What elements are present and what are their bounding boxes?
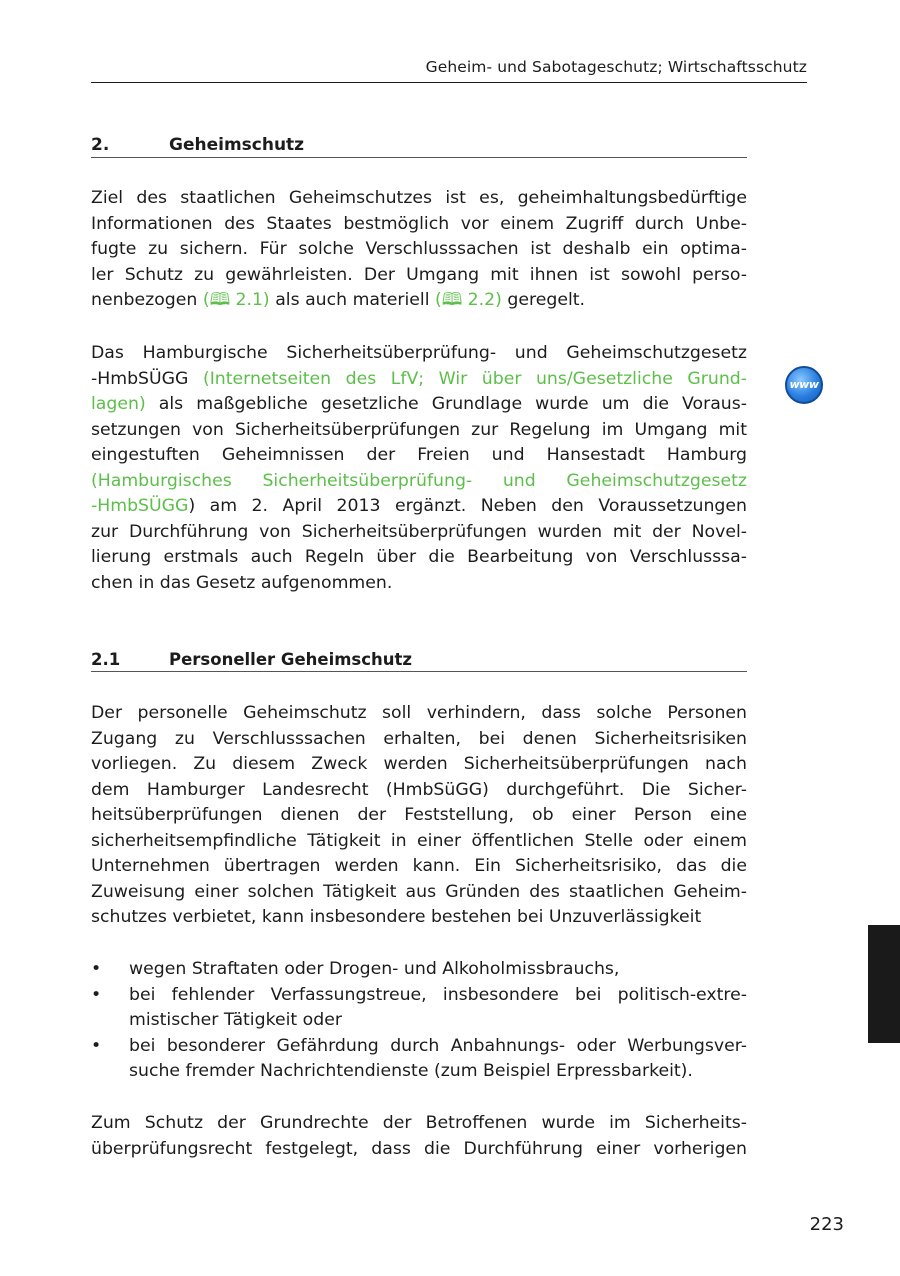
page-number: 223: [809, 1214, 844, 1235]
text-fragment: als auch materiell: [275, 290, 430, 310]
text-line: Zuweisung einer solchen Tätigkeit aus Gründen des staatlichen Geheim-: [91, 881, 747, 902]
text-line: lierung erstmals auch Regeln über die Bearbeitung von Verschlusssa-: [91, 547, 747, 567]
text-line: [91, 494, 747, 520]
text-line: [91, 469, 747, 495]
text-line: Zugang zu Verschlusssachen erhalten, bei denen Sicherheitsrisiken: [91, 728, 747, 749]
text-line: heitsüberprüfungen dienen der Feststellung, ob einer Person eine: [91, 805, 747, 825]
text-line: [91, 288, 747, 314]
cross-reference-link[interactable]: (🕮 2.1): [202, 290, 270, 310]
text-line: fugte zu sichern. Für solche Verschlusssachen ist deshalb ein optima-: [91, 239, 747, 259]
text-line: überprüfungsrecht festgelegt, dass die Durchführung einer vorherigen: [91, 1138, 747, 1159]
chapter-thumb-tab: [868, 925, 900, 1043]
text-line: bei fehlender Verfassungstreue, insbesondere bei politisch-extre-: [129, 984, 747, 1005]
text-line: ler Schutz zu gewährleisten. Der Umgang mit ihnen ist sowohl perso-: [91, 264, 747, 285]
paragraph-grundrechte: [91, 1111, 747, 1162]
text-line: vorliegen. Zu diesem Zweck werden Sicherheitsüberprüfungen nach: [91, 754, 747, 774]
text-fragment: als maßgebliche gesetzliche Grundlage wurde um die Voraus-: [158, 394, 747, 414]
text-line: Ziel des staatlichen Geheimschutzes ist es, geheimhaltungsbedürftige: [91, 188, 747, 208]
text-line: dem Hamburger Landesrecht (HmbSüGG) durchgeführt. Die Sicher-: [91, 779, 747, 800]
text-line: sicherheitsempfindliche Tätigkeit in einer öffentlichen Stelle oder einem: [91, 830, 747, 851]
text-line: schutzes verbietet, kann insbesondere bestehen bei Unzuverlässigkeit: [91, 907, 702, 927]
text-line: setzungen von Sicherheitsüberprüfungen zur Regelung im Umgang mit: [91, 419, 747, 440]
bullet-icon: •: [91, 984, 102, 1005]
bullet-icon: •: [91, 1035, 102, 1056]
text-line: Unternehmen übertragen werden kann. Ein Sicherheitsrisiko, das die: [91, 856, 747, 876]
running-header: Geheim- und Sabotageschutz; Wirtschaftsschutz: [91, 58, 807, 83]
paragraph-geheimschutz-intro: [91, 186, 747, 314]
text-line: Der personelle Geheimschutz soll verhindern, dass solche Personen: [91, 703, 747, 723]
text-line: zur Durchführung von Sicherheitsüberprüfungen wurden mit der Novel-: [91, 521, 747, 542]
paragraph-personeller-geheimschutz: [91, 701, 747, 931]
text-fragment: nenbezogen: [91, 290, 198, 310]
text-fragment: geregelt.: [507, 290, 586, 310]
text-line: [91, 392, 747, 418]
cross-reference-link[interactable]: (🕮 2.2): [435, 290, 502, 310]
web-link-law[interactable]: -HmbSÜGG: [91, 496, 189, 516]
section-number: 2.: [91, 135, 110, 155]
text-line: Zum Schutz der Grundrechte der Betroffenen wurde im Sicherheits-: [91, 1113, 747, 1133]
list-item: [91, 1034, 747, 1085]
section-title: Personeller Geheimschutz: [169, 650, 413, 669]
text-line: chen in das Gesetz aufgenommen.: [91, 572, 393, 593]
list-item: [91, 957, 747, 983]
web-link-lfv[interactable]: (Internetseiten des LfV; Wir über uns/Gesetzliche Grund-: [202, 368, 747, 389]
text-line: suche fremder Nachrichtendienste (zum Beispiel Erpressbarkeit).: [129, 1061, 693, 1081]
section-heading-2: [91, 135, 747, 158]
risk-bullet-list: [91, 957, 747, 1085]
text-line: wegen Straftaten oder Drogen- und Alkoholmissbrauchs,: [129, 959, 620, 979]
web-link-law[interactable]: (Hamburgisches Sicherheitsüberprüfung- und Geheimschutzgesetz: [91, 470, 747, 491]
text-fragment: -HmbSÜGG: [91, 368, 189, 389]
section-number: 2.1: [91, 650, 121, 669]
text-line: mistischer Tätigkeit oder: [129, 1010, 342, 1030]
text-line: Informationen des Staates bestmöglich vor einem Zugriff durch Unbe-: [91, 213, 747, 234]
bullet-icon: •: [91, 959, 102, 979]
text-fragment: ) am 2. April 2013 ergänzt. Neben den Voraussetzungen: [188, 496, 747, 516]
web-link-lfv[interactable]: lagen): [91, 394, 146, 414]
www-globe-icon[interactable]: www: [785, 366, 823, 404]
text-line: Das Hamburgische Sicherheitsüberprüfung- und Geheimschutzgesetz: [91, 343, 747, 363]
text-line: [91, 367, 747, 393]
section-title: Geheimschutz: [169, 135, 305, 155]
text-line: bei besonderer Gefährdung durch Anbahnungs- oder Werbungsver-: [129, 1035, 747, 1056]
paragraph-hmbsuegg: [91, 341, 747, 596]
section-heading-2-1: [91, 650, 747, 672]
list-item: [91, 983, 747, 1034]
text-line: eingestuften Geheimnissen der Freien und Hansestadt Hamburg: [91, 445, 747, 465]
